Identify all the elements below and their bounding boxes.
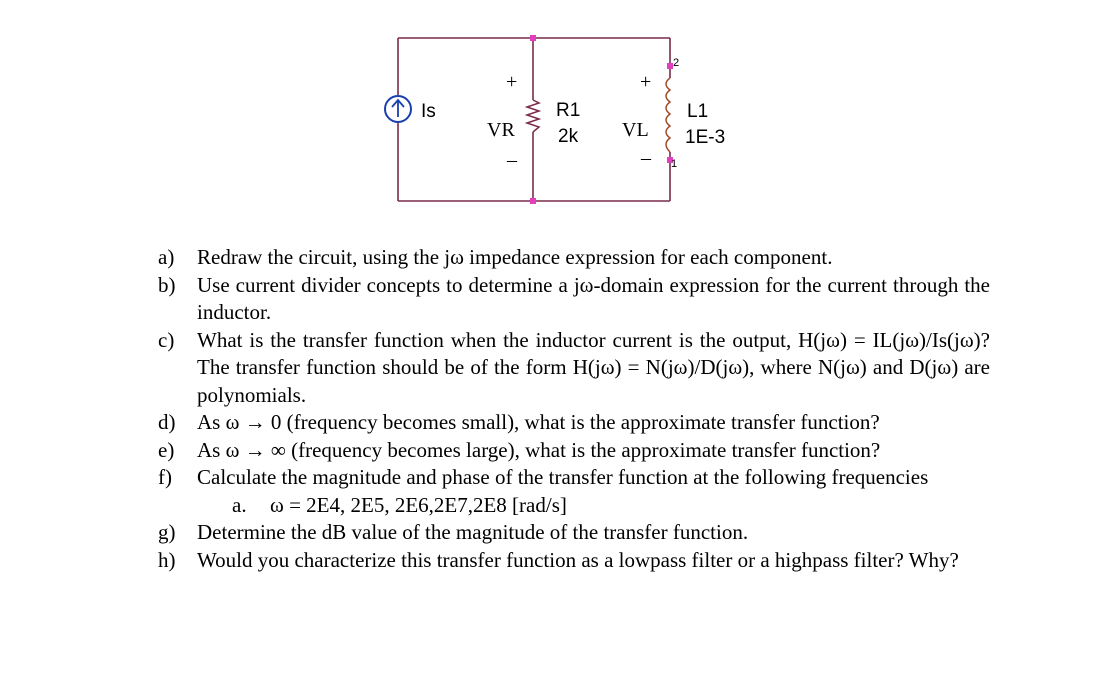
inductor-pin-top: 2 — [673, 57, 680, 69]
question-text: Calculate the magnitude and phase of the transfer function at the following frequencies — [197, 465, 929, 489]
question-label: c) — [158, 327, 175, 352]
vr-label: VR — [487, 119, 515, 141]
question-text: As ω → ∞ (frequency becomes large), what is the approximate transfer function? — [197, 437, 881, 462]
question-h — [158, 547, 990, 575]
question-text: ω = 2E4, 2E5, 2E6,2E7,2E8 [rad/s] — [270, 492, 567, 517]
vr-minus-sign: – — [507, 149, 517, 171]
question-d — [158, 409, 990, 437]
question-label: e) — [158, 437, 175, 462]
inductor-name: L1 — [687, 101, 709, 122]
resistor-value: 2k — [558, 126, 579, 147]
vl-plus-sign: + — [640, 71, 652, 93]
question-b — [158, 272, 990, 327]
question-label: b) — [158, 272, 176, 297]
source-label: Is — [421, 101, 436, 122]
question-text: Determine the dB value of the magnitude of the transfer function. — [197, 520, 749, 544]
question-text: As ω → 0 (frequency becomes small), what is the approximate transfer function? — [197, 410, 880, 434]
vl-minus-sign: – — [641, 147, 651, 169]
inductor-pin-bottom: 1 — [671, 158, 678, 170]
question-f — [158, 464, 990, 492]
circuit-schematic — [0, 0, 1104, 230]
question-label: g) — [158, 520, 176, 544]
question-label: a. — [232, 492, 247, 517]
question-text: What is the transfer function when the inductor current is the output, H(jω) = IL(jω)/Is(jω)? The transfer function should be of the form H(jω) = N(jω)/D(jω), where N(jω) and D(jω) are polynomials. — [197, 327, 990, 407]
question-e — [158, 437, 990, 465]
question-c — [158, 327, 990, 410]
question-label: a) — [158, 245, 175, 269]
question-list — [158, 244, 990, 574]
question-a — [158, 244, 990, 272]
vl-label: VL — [622, 119, 649, 141]
current-source-symbol — [385, 96, 411, 122]
resistor-name: R1 — [556, 100, 581, 121]
question-label: d) — [158, 410, 176, 434]
node-bottom-mid — [530, 198, 536, 204]
question-text: Redraw the circuit, using the jω impedance expression for each component. — [197, 245, 833, 269]
inductor-symbol — [666, 78, 670, 152]
question-f-sub-a — [158, 492, 990, 520]
vr-plus-sign: + — [506, 71, 518, 93]
question-text: Use current divider concepts to determine a jω-domain expression for the current through the inductor. — [197, 272, 990, 324]
inductor-value: 1E-3 — [685, 127, 726, 148]
resistor-symbol — [527, 100, 539, 132]
question-text: Would you characterize this transfer function as a lowpass filter or a highpass filter? Why? — [197, 547, 959, 572]
question-label: f) — [158, 465, 172, 489]
node-top-mid — [530, 35, 536, 41]
question-g — [158, 519, 990, 547]
question-label: h) — [158, 547, 176, 572]
